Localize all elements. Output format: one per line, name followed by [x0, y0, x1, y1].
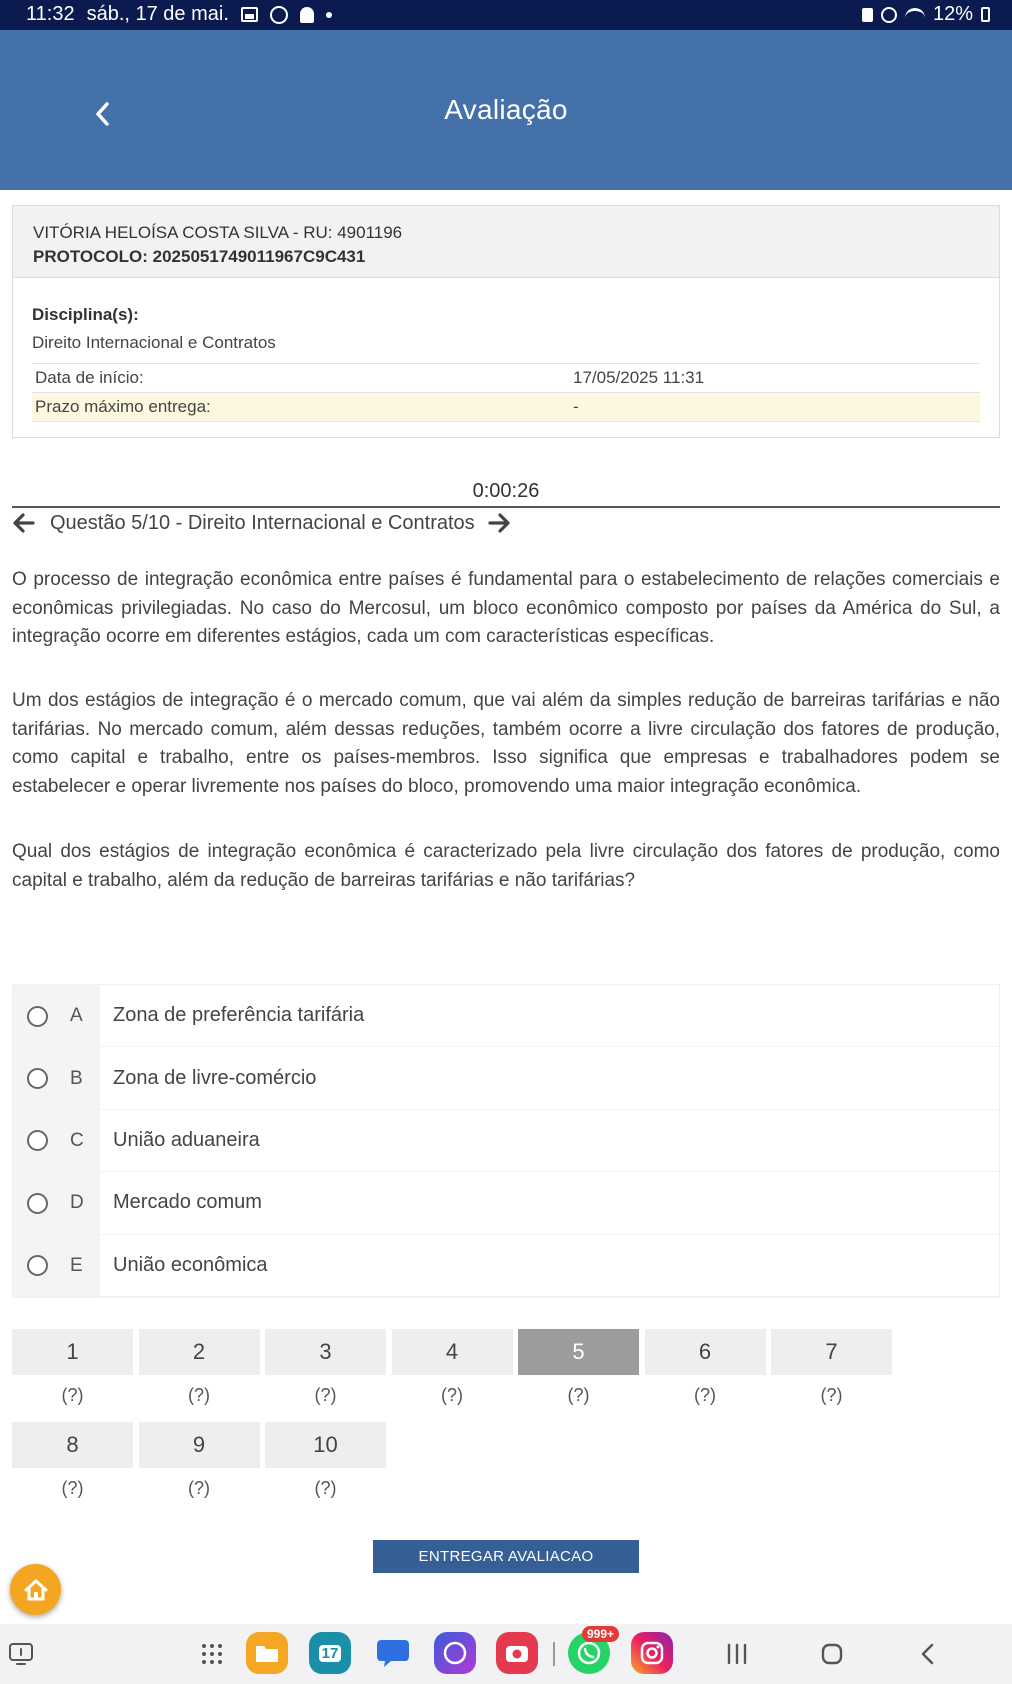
protocol-number: PROTOCOLO: 2025051749011967C9C431 [33, 247, 366, 266]
elapsed-timer: 0:00:26 [472, 480, 540, 502]
option-e-text[interactable]: União econômica [100, 1235, 999, 1297]
option-letter: D [70, 1192, 84, 1214]
question-status: (?) [820, 1385, 843, 1405]
notification-badge: 999+ [582, 1626, 619, 1642]
question-paragraph-2: Um dos estágios de integração é o mercado comum, que vai além da simples redução de barreiras tarifárias e não tarifárias. No mercado comum, além dessas reduções, também ocorre a livre circulação dos fatores de produção, como capital e trabalho, entre os países-membros. Isso significa que empresas e trabalhadores podem se estabelecer e operar livremente nos países do bloco, promovendo uma maior integração econômica. [12, 690, 1000, 797]
option-b-text[interactable]: Zona de livre-comércio [100, 1047, 999, 1109]
home-icon [22, 1576, 50, 1604]
dock-separator [553, 1642, 555, 1666]
option-letter: B [70, 1067, 83, 1089]
whatsapp-app-icon[interactable] [568, 1627, 615, 1674]
question-status: (?) [61, 1385, 84, 1405]
question-1-button[interactable]: 1 [12, 1329, 133, 1375]
option-c-radio[interactable] [27, 1130, 48, 1151]
messages-app-icon[interactable] [372, 1632, 414, 1674]
question-6-button[interactable]: 6 [645, 1329, 766, 1375]
instagram-app-icon[interactable] [631, 1632, 673, 1674]
question-3-button[interactable]: 3 [265, 1329, 386, 1375]
start-date-row [32, 364, 980, 393]
page-title: Avaliação [444, 94, 568, 125]
status-time: 11:32 [26, 3, 75, 25]
question-2-button[interactable]: 2 [139, 1329, 260, 1375]
arrow-right-icon [487, 511, 511, 535]
deadline-label: Prazo máximo entrega: [35, 397, 211, 416]
option-b-radio[interactable] [27, 1068, 48, 1089]
question-status: (?) [188, 1478, 210, 1498]
question-status: (?) [314, 1478, 337, 1498]
folder-icon [254, 1642, 280, 1664]
question-5-button[interactable]: 5 [518, 1329, 639, 1375]
question-cell [771, 1329, 892, 1406]
previous-question-button[interactable] [12, 511, 36, 535]
exam-info-card [12, 205, 1000, 438]
question-9-button[interactable]: 9 [139, 1422, 260, 1468]
disciplines-label: Disciplina(s): [32, 305, 139, 324]
start-date-label: Data de início: [35, 368, 144, 387]
question-status: (?) [314, 1385, 337, 1405]
question-7-button[interactable]: 7 [771, 1329, 892, 1375]
option-letter: C [70, 1129, 84, 1151]
camera-app-icon[interactable] [496, 1632, 538, 1674]
alarm-icon [881, 7, 897, 23]
deadline-row [32, 393, 980, 422]
question-cell [265, 1422, 386, 1499]
option-d-radio[interactable] [27, 1193, 48, 1214]
battery-icon [981, 7, 990, 22]
recent-apps-icon[interactable] [726, 1642, 748, 1666]
question-status: (?) [188, 1385, 210, 1405]
app-drawer-icon[interactable] [200, 1642, 224, 1666]
question-cell [392, 1329, 513, 1406]
camera-icon [504, 1642, 530, 1664]
question-cell [139, 1422, 260, 1499]
disciplines-value: Direito Internacional e Contratos [32, 332, 980, 364]
calendar-app-icon[interactable] [309, 1632, 351, 1674]
student-header [13, 206, 999, 278]
option-letter: E [70, 1254, 83, 1276]
question-cell [265, 1329, 386, 1406]
question-navigation [12, 508, 511, 538]
status-date: sáb., 17 de mai. [86, 3, 229, 25]
student-name: VITÓRIA HELOÍSA COSTA SILVA - RU: 4901196 [33, 223, 403, 242]
submit-exam-button[interactable]: ENTREGAR AVALIACAO [373, 1540, 639, 1573]
question-cell [645, 1329, 766, 1406]
start-date-value: 17/05/2025 11:31 [573, 368, 705, 387]
option-a[interactable] [13, 985, 999, 1047]
option-c-text[interactable]: União aduaneira [100, 1110, 999, 1172]
app-header [0, 30, 1012, 190]
option-letter: A [70, 1005, 83, 1027]
question-title: Questão 5/10 - Direito Internacional e Contratos [50, 511, 475, 534]
question-paragraph-1: O processo de integração econômica entre países é fundamental para o estabelecimento de relações comerciais e econômicas privilegiadas. No caso do Mercosul, um bloco econômico composto por países da América do Sul, a integração ocorre em diferentes estágios, cada um com características específicas. [12, 569, 1000, 647]
question-10-button[interactable]: 10 [265, 1422, 386, 1468]
option-a-radio[interactable] [27, 1006, 48, 1027]
gallery-notification-icon [241, 7, 258, 22]
bell-notification-icon [300, 7, 314, 23]
more-notifications-dot-icon [326, 12, 332, 18]
question-cell [139, 1329, 260, 1406]
files-app-icon[interactable] [246, 1632, 288, 1674]
browser-app-icon[interactable] [434, 1632, 476, 1674]
option-e-radio[interactable] [27, 1255, 48, 1276]
arrow-left-icon [12, 511, 36, 535]
question-status: (?) [694, 1385, 716, 1405]
question-cell [518, 1329, 639, 1406]
question-4-button[interactable]: 4 [392, 1329, 513, 1375]
question-status: (?) [567, 1385, 590, 1405]
answer-options [12, 984, 1000, 1298]
question-cell [12, 1329, 133, 1406]
option-c[interactable] [13, 1110, 999, 1172]
phone-icon [576, 1640, 602, 1666]
deadline-value: - [573, 397, 579, 416]
option-a-text[interactable]: Zona de preferência tarifária [100, 985, 999, 1047]
option-b[interactable] [13, 1047, 999, 1109]
question-status: (?) [61, 1478, 84, 1498]
home-fab-button[interactable] [10, 1564, 61, 1615]
instagram-camera-icon [639, 1640, 665, 1666]
question-8-button[interactable]: 8 [12, 1422, 133, 1468]
option-d-text[interactable]: Mercado comum [100, 1172, 999, 1234]
back-navigation-icon[interactable] [918, 1642, 938, 1666]
battery-percentage: 12% [932, 3, 973, 25]
question-status: (?) [441, 1385, 463, 1405]
next-question-button[interactable] [487, 511, 511, 535]
question-prompt: Qual dos estágios de integração econômica é caracterizado pela livre circulação dos fatores de produção, como capital e trabalho, além da redução de barreiras tarifárias e não tarifárias? [12, 841, 1000, 891]
compass-icon [442, 1640, 468, 1666]
wifi-icon [905, 8, 925, 22]
status-bar [0, 0, 1012, 30]
screenshot-toolbar-icon[interactable] [8, 1642, 34, 1666]
system-navigation-bar [0, 1624, 1012, 1684]
question-cell [12, 1422, 133, 1499]
calendar-day: 17 [319, 1645, 342, 1662]
option-e[interactable] [13, 1235, 999, 1297]
option-d[interactable] [13, 1172, 999, 1234]
chat-bubble-icon [375, 1636, 411, 1670]
lock-icon [862, 8, 873, 22]
home-navigation-icon[interactable] [820, 1642, 844, 1666]
whatsapp-notification-icon [270, 6, 288, 24]
